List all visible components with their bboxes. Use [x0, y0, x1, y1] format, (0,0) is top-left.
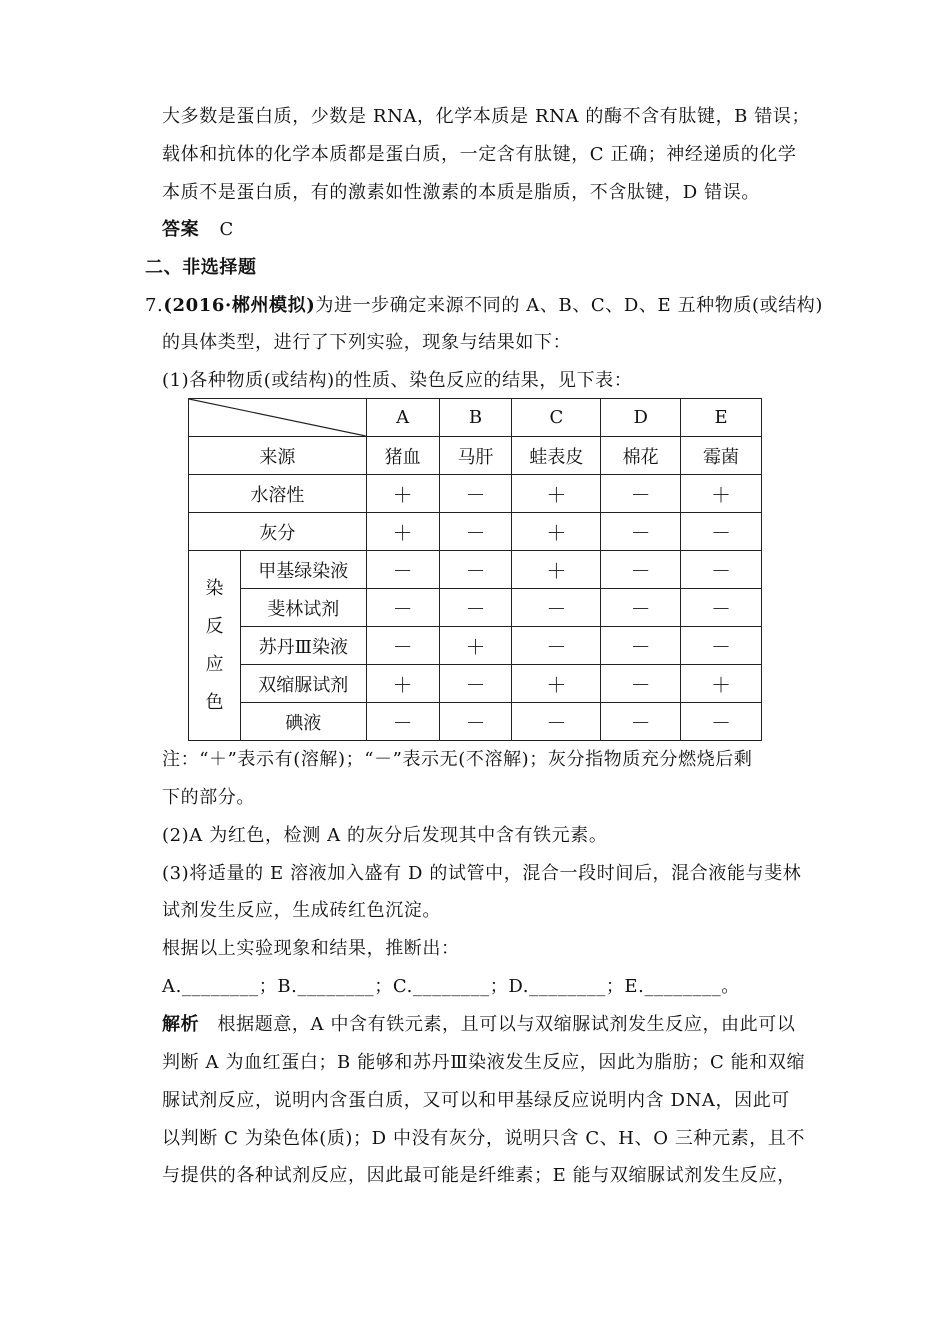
note-line-2: 下的部分。: [162, 787, 255, 808]
table-cell: －: [601, 589, 681, 627]
table-cell: ＋: [512, 551, 601, 589]
table-cell: ＋: [681, 665, 762, 703]
table-cell: －: [439, 589, 512, 627]
table-cell: －: [681, 703, 762, 741]
table-cell: －: [439, 513, 512, 551]
table-cell: 马肝: [439, 437, 512, 475]
table-cell: －: [439, 703, 512, 741]
table-cell: －: [601, 513, 681, 551]
table-row-solubility: [189, 475, 762, 513]
table-cell: －: [601, 551, 681, 589]
answer-label: 答案: [162, 219, 200, 240]
table-cell: ＋: [681, 475, 762, 513]
table-row-source: [189, 437, 762, 475]
table-cell: －: [366, 551, 439, 589]
table-cell: ＋: [512, 513, 601, 551]
stain-char: 应: [205, 653, 224, 675]
table-cell: ＋: [366, 665, 439, 703]
table-row-stain-5: [189, 703, 762, 741]
intro-line-1: 大多数是蛋白质，少数是 RNA，化学本质是 RNA 的酶不含有肽键，B 错误；: [162, 106, 811, 127]
part-2: (2)A 为红色，检测 A 的灰分后发现其中含有铁元素。: [162, 825, 608, 846]
stain-group-label: [189, 551, 241, 741]
stain-char: 染: [205, 577, 224, 599]
table-row-stain-4: [189, 665, 762, 703]
results-table: [188, 398, 762, 741]
table-cell: ＋: [366, 513, 439, 551]
intro-line-3: 本质不是蛋白质，有的激素如性激素的本质是脂质，不含肽键，D 错误。: [162, 182, 760, 203]
table-cell: －: [601, 627, 681, 665]
table-row-stain-2: [189, 589, 762, 627]
column-header: E: [681, 399, 762, 437]
table-cell: －: [681, 513, 762, 551]
intro-line-2: 载体和抗体的化学本质都是蛋白质，一定含有肽键，C 正确；神经递质的化学: [162, 144, 797, 165]
table-cell: －: [512, 627, 601, 665]
part-3-line-2: 试剂发生反应，生成砖红色沉淀。: [162, 900, 441, 921]
stain-char: 反: [205, 615, 224, 637]
answer-value: C: [219, 219, 234, 240]
table-cell: －: [601, 665, 681, 703]
table-row-stain-1: [189, 551, 762, 589]
answer-blanks: A.________；B.________；C.________；D.________；E.________。: [162, 976, 740, 997]
column-header: C: [512, 399, 601, 437]
question-stem-text: 为进一步确定来源不同的 A、B、C、D、E 五种物质(或结构): [315, 295, 824, 316]
infer-prompt: 根据以上实验现象和结果，推断出：: [162, 938, 460, 959]
table-cell: ＋: [512, 475, 601, 513]
answer-row: [162, 218, 234, 242]
table-cell: －: [512, 703, 601, 741]
column-header: D: [601, 399, 681, 437]
table-cell: 棉花: [601, 437, 681, 475]
table-cell: －: [681, 627, 762, 665]
diagonal-line: [189, 399, 366, 436]
table-cell: 猪血: [366, 437, 439, 475]
row-label: 双缩脲试剂: [240, 665, 366, 703]
diagonal-header-cell: [189, 399, 367, 437]
table-header-row: [189, 399, 762, 437]
row-label: 斐林试剂: [240, 589, 366, 627]
table-cell: －: [439, 551, 512, 589]
part-3-line-1: (3)将适量的 E 溶液加入盛有 D 的试管中，混合一段时间后，混合液能与斐林: [162, 863, 802, 884]
column-header: A: [366, 399, 439, 437]
table-cell: 蛙表皮: [512, 437, 601, 475]
table-cell: －: [512, 589, 601, 627]
table-cell: －: [439, 475, 512, 513]
table-cell: ＋: [439, 627, 512, 665]
question-number: 7.: [145, 295, 164, 316]
table-cell: －: [366, 703, 439, 741]
analysis-line-4: 以判断 C 为染色体(质)；D 中没有灰分，说明只含 C、H、O 三种元素，且不: [162, 1128, 806, 1149]
question-part-1: (1)各种物质(或结构)的性质、染色反应的结果，见下表：: [162, 370, 633, 391]
stain-char: 色: [205, 691, 224, 713]
analysis-line-1: [162, 1013, 795, 1037]
section-heading: 二、非选择题: [145, 257, 257, 278]
row-label: 苏丹Ⅲ染液: [240, 627, 366, 665]
table-cell: ＋: [366, 475, 439, 513]
row-label: 碘液: [240, 703, 366, 741]
analysis-label: 解析: [162, 1014, 200, 1035]
table-cell: －: [681, 589, 762, 627]
table-cell: －: [681, 551, 762, 589]
table-cell: －: [366, 589, 439, 627]
table-cell: ＋: [512, 665, 601, 703]
table-cell: －: [601, 475, 681, 513]
table-cell: －: [439, 665, 512, 703]
analysis-text: 根据题意，A 中含有铁元素，且可以与双缩脲试剂发生反应，由此可以: [217, 1014, 796, 1035]
row-label: 水溶性: [189, 475, 367, 513]
analysis-line-2: 判断 A 为血红蛋白；B 能够和苏丹Ⅲ染液发生反应，因此为脂肪；C 能和双缩: [162, 1052, 806, 1073]
table-cell: －: [601, 703, 681, 741]
row-label: 灰分: [189, 513, 367, 551]
analysis-line-3: 脲试剂反应，说明内含蛋白质，又可以和甲基绿反应说明内含 DNA，因此可: [162, 1090, 790, 1111]
table-row-stain-3: [189, 627, 762, 665]
row-label: 甲基绿染液: [240, 551, 366, 589]
question-source: (2016·郴州模拟): [163, 295, 316, 316]
table-row-ash: [189, 513, 762, 551]
column-header: B: [439, 399, 512, 437]
question-stem-2: 的具体类型，进行了下列实验，现象与结果如下：: [162, 332, 572, 353]
note-line-1: 注：“＋”表示有(溶解)；“－”表示无(不溶解)；灰分指物质充分燃烧后剩: [162, 749, 753, 770]
analysis-line-5: 与提供的各种试剂反应，因此最可能是纤维素；E 能与双缩脲试剂发生反应，: [162, 1165, 796, 1186]
row-label: 来源: [189, 437, 367, 475]
table-cell: 霉菌: [681, 437, 762, 475]
question-stem: [145, 294, 823, 318]
table-cell: －: [366, 627, 439, 665]
